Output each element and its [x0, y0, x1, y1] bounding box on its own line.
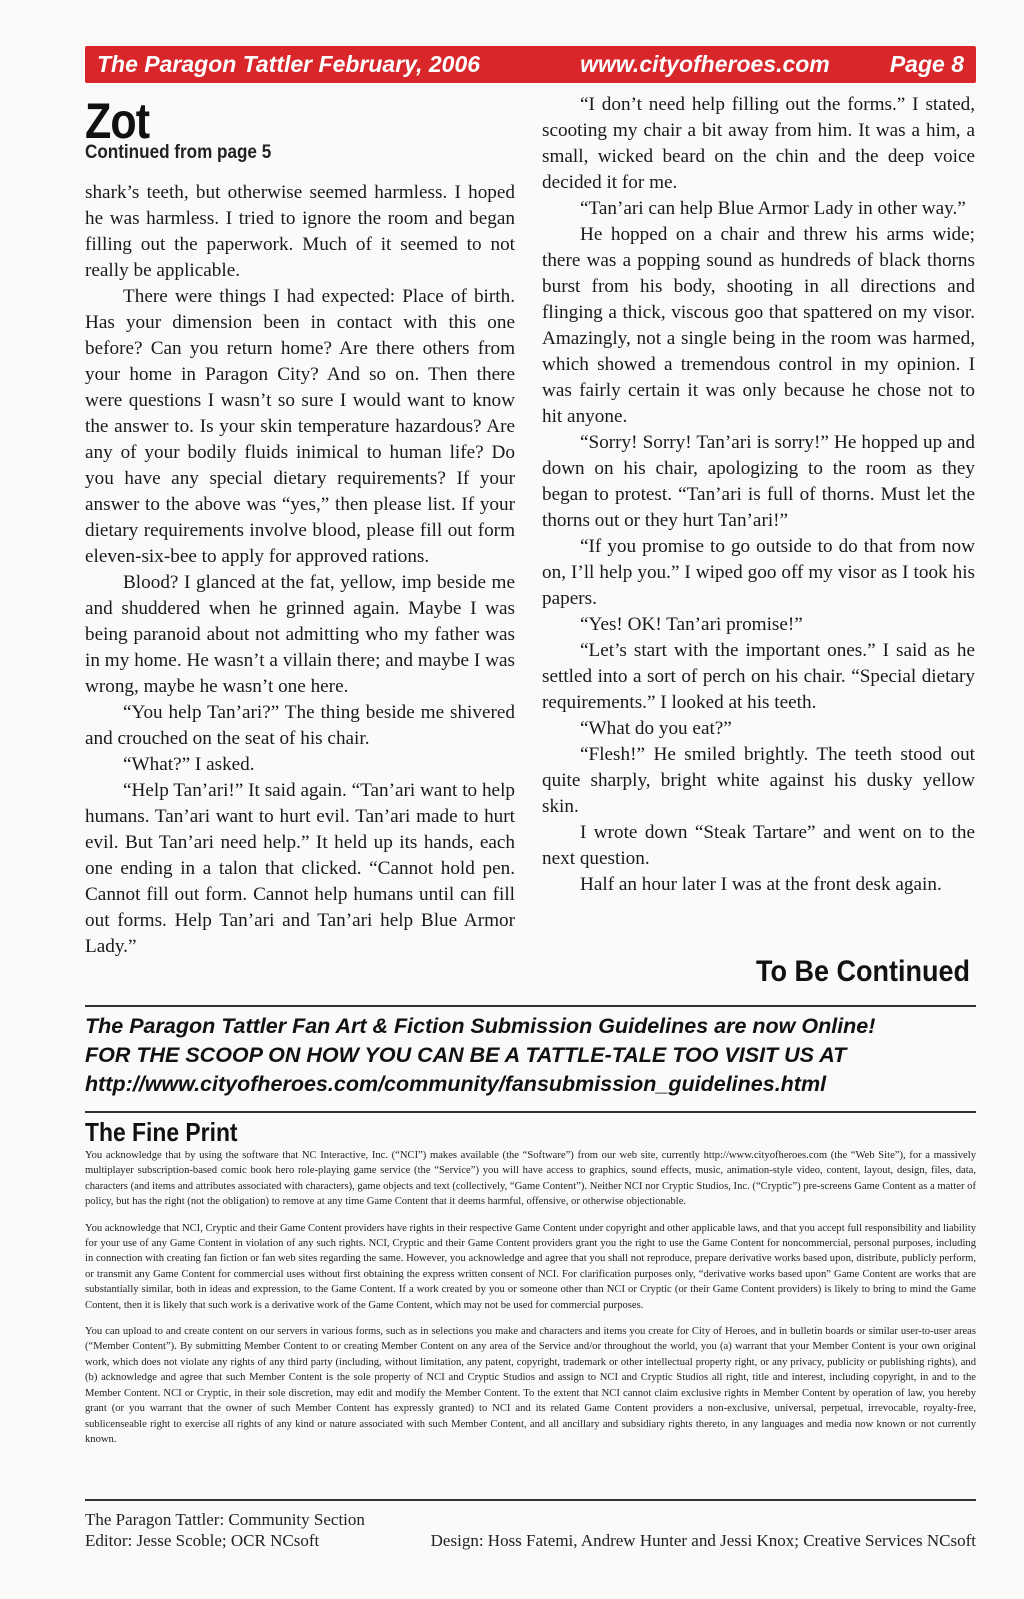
publication-title: The Paragon Tattler February, 2006 — [97, 51, 481, 77]
submission-line: FOR THE SCOOP ON HOW YOU CAN BE A TATTLE-TALE TOO VISIT US AT — [85, 1043, 847, 1067]
fine-print-paragraph: You can upload to and create content on our servers in various forms, such as in selections you make and characters and items you create for City of Heroes, and in bulletin boards or similar user-to-user areas (“Member Content”). By submitting Member Content to or creating Member Content on any area of the Service and/or throughout the world, you (a) warrant that your Member Content is your own original work, which does not violate any rights of any third party (including, without limitation, any patent, copyright, trademark or other intellectual property right, or any privacy, publicity or publishing rights), and (b) acknowledge and agree that such Member Content is the sole property of NCI and Cryptic Studios and assign to NCI and Cryptic Studios all right, title and interest, including copyright, in and to the Member Content. NCI or Cryptic, in their sole discretion, may edit and modify the Member Content. To the extent that NCI cannot claim exclusive rights in Member Content by operation of law, you hereby grant (or you warrant that the owner of such Member Content has expressly granted) to NCI and its related Game Content providers a non-exclusive, universal, perpetual, irrevocable, royalty-free, sublicenseable right to exercise all rights of any kind or nature associated with such Member Content, and all ancillary and subsidiary rights thereto, in any languages and media now known or not currently known. — [85, 1326, 976, 1445]
submission-banner — [85, 1012, 976, 1099]
paragraph: “Yes! OK! Tan’ari promise!” — [580, 614, 803, 635]
paragraph: There were things I had expected: Place of birth. Has your dimension been in contact with this one before? Can you return home? Are there others from your home in Paragon City? And so on. Then there were questions I wasn’t so sure I would want to know the answer to. Is your skin temperature hazardous? Are any of your bodily fluids inimical to human life? Do you have any special dietary requirements? If your answer to the above was “yes,” then please list. If your dietary requirements involve blood, please fill out form eleven-six-bee to apply for approved rations. — [85, 286, 515, 567]
paragraph: “You help Tan’ari?” The thing beside me shivered and crouched on the seat of his chair. — [85, 702, 515, 749]
website-url: www.cityofheroes.com — [580, 51, 830, 77]
submission-line: The Paragon Tattler Fan Art & Fiction Submission Guidelines are now Online! — [85, 1014, 876, 1038]
divider — [85, 1111, 976, 1113]
paragraph: “Flesh!” He smiled brightly. The teeth stood out quite sharply, bright white against his dusky yellow skin. — [542, 744, 975, 817]
footer-section: The Paragon Tattler: Community Section — [85, 1510, 365, 1529]
paragraph: “If you promise to go outside to do that from now on, I’ll help you.” I wiped goo off my visor as I took his papers. — [542, 536, 975, 609]
to-be-continued: To Be Continued — [756, 955, 970, 988]
paragraph: Blood? I glanced at the fat, yellow, imp beside me and shuddered when he grinned again. Maybe I was being paranoid about not admitting who my father was in my home. He wasn’t a villain there; and maybe I was wrong, maybe he wasn’t one here. — [85, 572, 515, 697]
footer-design: Design: Hoss Fatemi, Andrew Hunter and Jessi Knox; Creative Services NCsoft — [430, 1531, 976, 1550]
fine-print-paragraph: You acknowledge that by using the software that NC Interactive, Inc. (“NCI”) makes available (the “Software”) from our web site, currently http://www.cityofheroes.com (the “Web Site”), for a massively multiplayer subscription-based comic book hero role-playing game service (the “Service”) you will have access to graphics, sound effects, music, animation-style video, content, layout, design, files, data, characters (and items and attributes associated with characters), game objects and text (collectively, “Game Content”). Neither NCI nor Cryptic Studios, Inc. (“Cryptic”) pre-screens Game Content as a matter of policy, but has the right (not the obligation) to remove at any time Game Content that it deems harmful, offensive, or otherwise objectionable. — [85, 1150, 976, 1208]
paragraph: “What?” I asked. — [123, 754, 255, 775]
fine-print-title: The Fine Print — [85, 1117, 238, 1147]
paragraph: “Tan’ari can help Blue Armor Lady in other way.” — [580, 198, 966, 219]
paragraph: I wrote down “Steak Tartare” and went on to the next question. — [542, 822, 975, 869]
submission-url[interactable]: http://www.cityofheroes.com/community/fansubmission_guidelines.html — [85, 1072, 827, 1096]
paragraph: “Let’s start with the important ones.” I said as he settled into a sort of perch on his chair. “Special dietary requirements.” I looked at his teeth. — [542, 640, 975, 713]
fine-print-paragraph: You acknowledge that NCI, Cryptic and their Game Content providers have rights in their respective Game Content under copyright and other applicable laws, and that you accept full responsibility and liability for your use of any Game Content in violation of any such rights. NCI, Cryptic and their Game Content providers grant you the right to use the Game Content for noncommercial, personal purposes, including in connection with creating fan fiction or fan web sites regarding the same. However, you acknowledge and agree that you shall not reproduce, prepare derivative works based upon, distribute, publicly perform, or transmit any Game Content for commercial uses without first obtaining the express written consent of NCI. For clarification purposes only, “derivative works based upon” Game Content are works that are substantially similar, both in ideas and expression, to the Game Content. If a work created by you or someone other than NCI or Cryptic (or their Game Content providers) is likely to bring to mind the Game Content, then it is likely that such work is a derivative work of the Game Content, which may not be used for commercial purposes. — [85, 1222, 976, 1311]
paragraph: shark’s teeth, but otherwise seemed harmless. I hoped he was harmless. I tried to ignore the room and began filling out the paperwork. Much of it seemed to not really be applicable. — [85, 182, 515, 281]
paragraph: “Sorry! Sorry! Tan’ari is sorry!” He hopped up and down on his chair, apologizing to the room as they began to protest. “Tan’ari is full of thorns. Must let the thorns out or they hurt Tan’ari!” — [542, 432, 975, 531]
paragraph: “I don’t need help filling out the forms.” I stated, scooting my chair a bit away from him. It was a him, a small, wicked beard on the chin and the deep voice decided it for me. — [542, 94, 975, 193]
page-number: Page 8 — [889, 51, 964, 77]
divider — [85, 1005, 976, 1007]
fine-print-body — [85, 1148, 976, 1458]
footer-credits — [85, 1509, 365, 1551]
article-title: Zot — [85, 93, 150, 149]
article-column-right — [542, 92, 975, 898]
paragraph: Half an hour later I was at the front desk again. — [580, 874, 942, 895]
paragraph: “What do you eat?” — [580, 718, 732, 739]
footer-editor: Editor: Jesse Scoble; OCR NCsoft — [85, 1531, 320, 1550]
header-bar — [85, 46, 976, 83]
article-column-left — [85, 180, 515, 960]
paragraph: He hopped on a chair and threw his arms wide; there was a popping sound as hundreds of black thorns burst from his body, shooting in all directions and flinging a thick, viscous goo that spattered on my visor. Amazingly, not a single being in the room was harmed, which showed a tremendous control in my opinion. I was fairly certain it was only because he chose not to hit anyone. — [542, 224, 975, 427]
continued-from-label: Continued from page 5 — [85, 142, 272, 163]
divider — [85, 1499, 976, 1501]
paragraph: “Help Tan’ari!” It said again. “Tan’ari want to help humans. Tan’ari want to hurt evil. Tan’ari made to hurt evil. But Tan’ari need help.” It held up its hands, each one ending in a talon that clicked. “Cannot hold pen. Cannot fill out form. Cannot help humans until can fill out forms. Help Tan’ari and Tan’ari help Blue Armor Lady.” — [85, 780, 515, 957]
